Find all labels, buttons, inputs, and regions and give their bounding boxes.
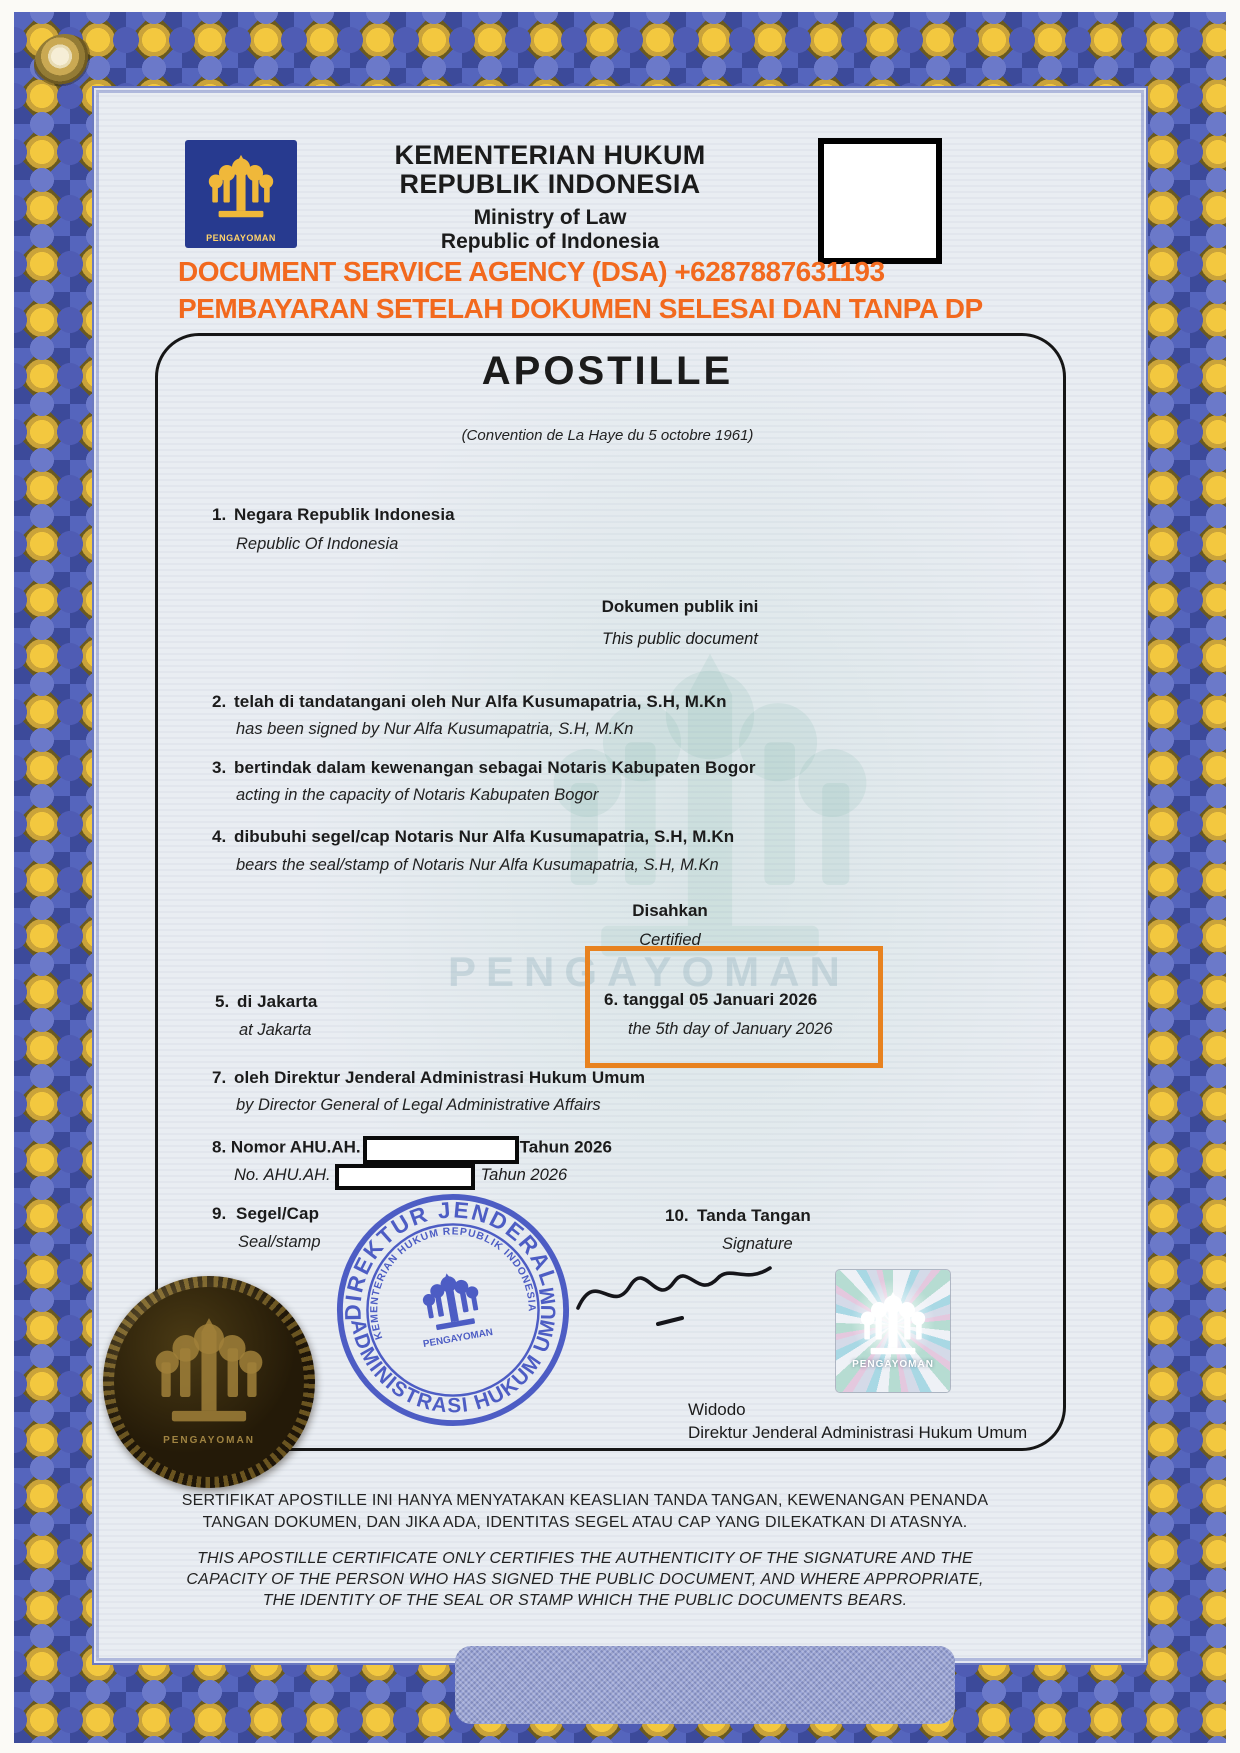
stamp-arc-bottom-text: ADMINISTRASI HUKUM UMUM <box>346 1284 561 1418</box>
ministry-logo-emblem-icon <box>206 146 276 224</box>
item8-indonesian-prefix: Nomor AHU.AH. <box>230 1137 361 1157</box>
footer-id-line2: TANGAN DOKUMEN, DAN JIKA ADA, IDENTITAS SEGEL ATAU CAP YANG DILEKATKAN DI ATASNYA. <box>202 1514 968 1531</box>
stamp-arc-inner-text: KEMENTERIAN HUKUM REPUBLIK INDONESIA <box>369 1226 537 1341</box>
svg-text:ADMINISTRASI HUKUM UMUM <box>346 1284 577 1435</box>
ministry-subtitle <box>300 206 800 254</box>
blurred-serial-number-strip <box>455 1646 955 1724</box>
footer-en-line3: THE IDENTITY OF THE SEAL OR STAMP WHICH THE PUBLIC DOCUMENTS BEARS. <box>262 1592 908 1609</box>
stamp-emblem-icon <box>419 1269 484 1332</box>
item5-english: at Jakarta <box>239 1021 312 1039</box>
item8-number-redaction <box>363 1136 519 1164</box>
certified-indonesian: Disahkan <box>632 901 708 920</box>
item2-english: has been signed by Nur Alfa Kusumapatria, S.H, M.Kn <box>236 720 634 738</box>
hologram-emblem-icon <box>858 1282 928 1362</box>
ministry-title-line1: KEMENTERIAN HUKUM <box>394 140 706 170</box>
item8-indonesian-row <box>212 1136 612 1160</box>
item10-english: Signature <box>722 1235 793 1253</box>
item7-number: 7. <box>212 1068 227 1087</box>
item1-indonesian: Negara Republik Indonesia <box>234 505 455 524</box>
promo-line-2: PEMBAYARAN SETELAH DOKUMEN SELESAI DAN TANPA DP <box>178 293 983 324</box>
item8-number-redaction-en <box>335 1164 475 1190</box>
item9-english: Seal/stamp <box>238 1233 321 1251</box>
apostille-convention-line: (Convention de La Haye du 5 octobre 1961) <box>461 427 754 444</box>
gold-seal-caption: PENGAYOMAN <box>163 1435 255 1446</box>
promo-line-1: DOCUMENT SERVICE AGENCY (DSA) +6287887631193 <box>178 256 885 287</box>
signer-name: Widodo <box>688 1400 746 1419</box>
ministry-logo-caption: PENGAYOMAN <box>206 233 276 243</box>
item10-indonesian: Tanda Tangan <box>697 1206 811 1225</box>
ministry-subtitle-line2: Republic of Indonesia <box>440 230 660 253</box>
item4-english: bears the seal/stamp of Notaris Nur Alfa Kusumapatria, S.H, M.Kn <box>236 856 719 874</box>
item2-number: 2. <box>212 692 227 711</box>
public-document-english: This public document <box>602 630 758 648</box>
item5-indonesian: di Jakarta <box>237 992 318 1011</box>
director-general-stamp <box>316 1173 589 1446</box>
redacted-qr-code-box <box>818 138 942 264</box>
footer-en-line2: CAPACITY OF THE PERSON WHO HAS SIGNED THE PUBLIC DOCUMENT, AND WHERE APPROPRIATE, <box>186 1571 984 1588</box>
item1-number: 1. <box>212 505 227 524</box>
item8-number: 8. <box>212 1137 227 1157</box>
hologram-caption: PENGAYOMAN <box>852 1359 934 1370</box>
item6-english-date: the 5th day of January 2026 <box>628 1020 833 1038</box>
signer-title: Direktur Jenderal Administrasi Hukum Umum <box>688 1423 1028 1442</box>
certified-english: Certified <box>639 931 701 949</box>
item8-indonesian-suffix: Tahun 2026 <box>519 1137 612 1157</box>
item10-number: 10. <box>665 1206 689 1225</box>
item2-indonesian: telah di tandatangani oleh Nur Alfa Kusumapatria, S.H, M.Kn <box>234 692 727 711</box>
item9-indonesian: Segel/Cap <box>236 1204 320 1223</box>
hologram-sticker <box>836 1270 950 1392</box>
item7-english: by Director General of Legal Administrative Affairs <box>236 1096 601 1114</box>
ministry-title-line2: REPUBLIK INDONESIA <box>399 169 701 199</box>
item4-indonesian: dibubuhi segel/cap Notaris Nur Alfa Kusumapatria, S.H, M.Kn <box>234 827 735 846</box>
item9-number: 9. <box>212 1204 227 1223</box>
gold-grommet-eyelet <box>34 34 96 96</box>
apostille-title: APOSTILLE <box>481 349 734 393</box>
footer-en-line1: THIS APOSTILLE CERTIFICATE ONLY CERTIFIES THE AUTHENTICITY OF THE SIGNATURE AND THE <box>197 1550 973 1567</box>
stamp-arc-top-text: DIREKTUR JENDERAL <box>340 1197 563 1321</box>
signature-handwriting <box>570 1252 785 1337</box>
item3-indonesian: bertindak dalam kewenangan sebagai Notaris Kabupaten Bogor <box>234 758 756 777</box>
item5-number: 5. <box>215 992 230 1011</box>
stamp-center-caption: PENGAYOMAN <box>422 1326 494 1351</box>
item3-english: acting in the capacity of Notaris Kabupaten Bogor <box>236 786 599 804</box>
item6-indonesian-date: 6. tanggal 05 Januari 2026 <box>604 990 818 1009</box>
item1-english: Republic Of Indonesia <box>236 535 399 553</box>
footer-id-line1: SERTIFIKAT APOSTILLE INI HANYA MENYATAKAN KEASLIAN TANDA TANGAN, KEWENANGAN PENANDA <box>181 1492 989 1509</box>
public-document-indonesian: Dokumen publik ini <box>601 597 759 616</box>
item8-english-suffix: Tahun 2026 <box>480 1165 568 1184</box>
item4-number: 4. <box>212 827 227 846</box>
footer-disclaimer-english <box>170 1548 1000 1611</box>
gold-seal-emblem-icon <box>151 1308 267 1428</box>
item8-english-prefix: No. AHU.AH. <box>234 1165 331 1184</box>
ministry-subtitle-line1: Ministry of Law <box>473 206 627 229</box>
item7-indonesian: oleh Direktur Jenderal Administrasi Hukum Umum <box>234 1068 646 1087</box>
ministry-title <box>300 141 800 199</box>
item3-number: 3. <box>212 758 227 777</box>
gold-foil-seal <box>103 1276 315 1488</box>
ministry-logo <box>185 140 297 248</box>
footer-disclaimer-indonesian <box>170 1490 1000 1534</box>
pengayoman-watermark-text: PENGAYOMAN <box>448 948 850 995</box>
